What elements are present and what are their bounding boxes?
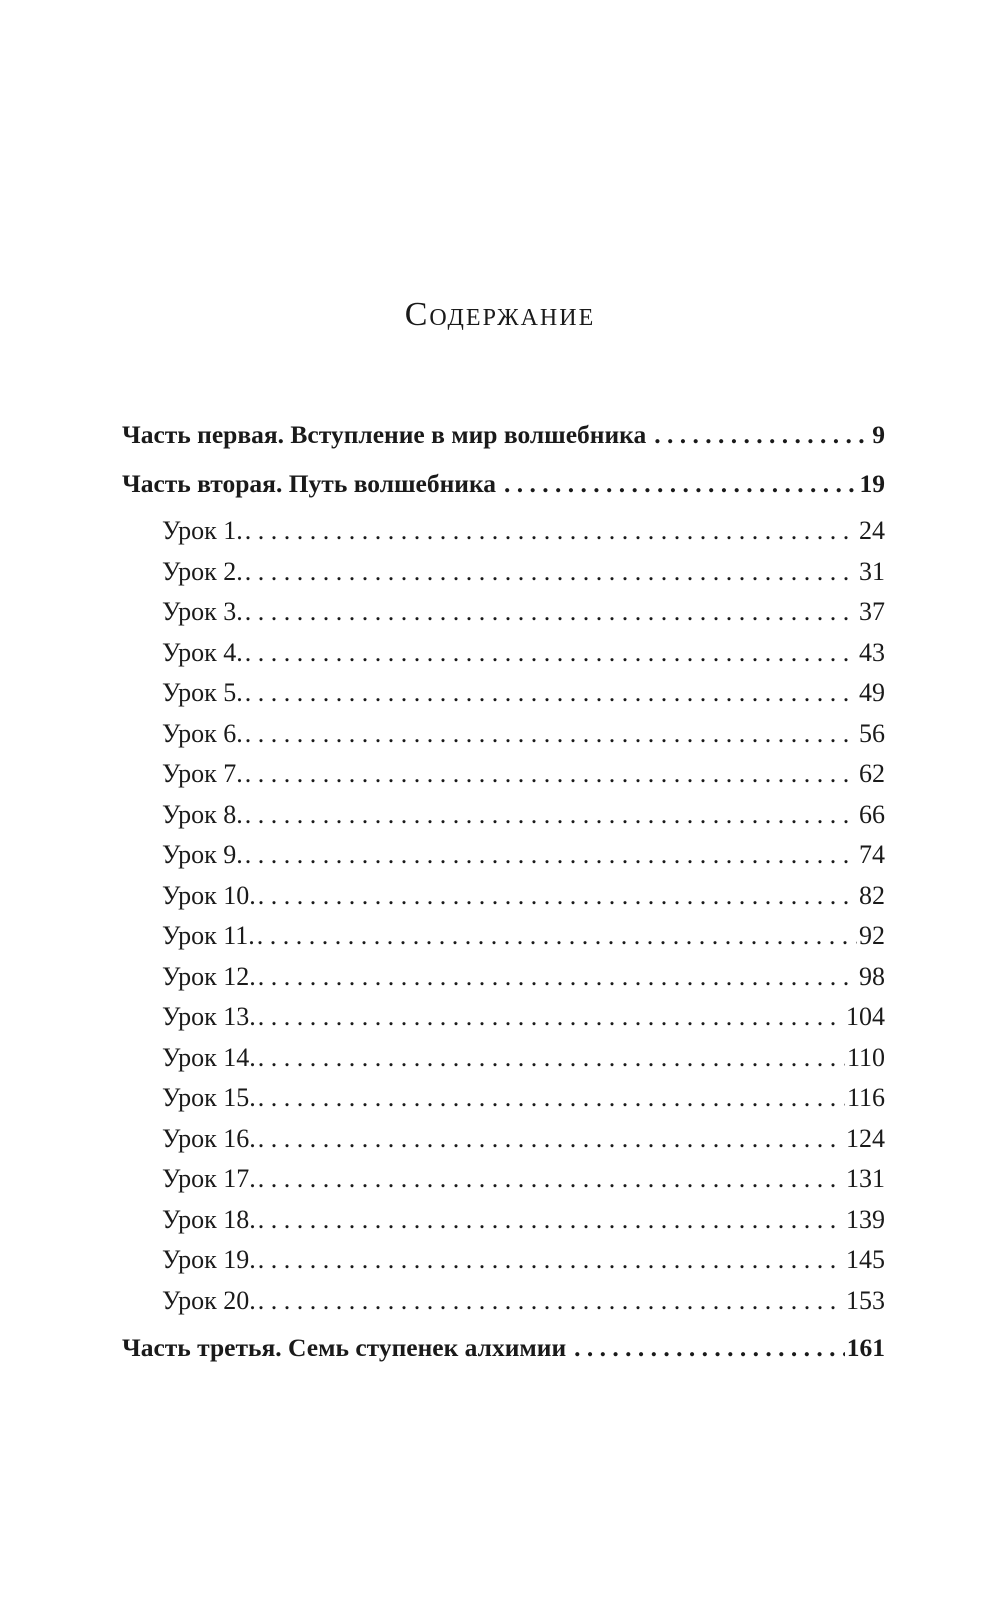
toc-entry-lesson-4[interactable] (162, 638, 885, 674)
toc-entry-page: 124 (846, 1124, 885, 1153)
toc-entry-lesson-3[interactable] (162, 597, 885, 633)
toc-entry-lesson-1[interactable] (162, 516, 885, 552)
toc-entry-label: Урок 17. (162, 1164, 256, 1193)
dot-leader (245, 840, 857, 870)
dot-leader (258, 1043, 845, 1073)
toc-entry-lesson-5[interactable] (162, 678, 885, 714)
toc-entry-label: Урок 4. (162, 638, 243, 667)
toc-entry-page: 145 (846, 1245, 885, 1274)
toc-entry-lesson-17[interactable] (162, 1164, 885, 1200)
toc-entry-page: 9 (872, 420, 885, 449)
toc-entry-lesson-2[interactable] (162, 557, 885, 593)
toc-entry-label: Урок 11. (162, 921, 255, 950)
toc-entry-page: 104 (846, 1002, 885, 1031)
dot-leader (258, 1124, 844, 1154)
toc-entry-lesson-20[interactable] (162, 1286, 885, 1322)
toc-entry-page: 131 (846, 1164, 885, 1193)
toc-entry-page: 116 (846, 1083, 885, 1112)
dot-leader (245, 557, 857, 587)
toc-entry-label: Урок 9. (162, 840, 243, 869)
toc-entry-label: Урок 10. (162, 881, 256, 910)
dot-leader (245, 678, 857, 708)
dot-leader (245, 516, 857, 546)
toc-entry-lesson-18[interactable] (162, 1205, 885, 1241)
toc-entry-lesson-15[interactable] (162, 1083, 885, 1119)
toc-entry-label: Урок 20. (162, 1286, 256, 1315)
toc-entry-lesson-16[interactable] (162, 1124, 885, 1160)
toc-entry-label: Урок 8. (162, 800, 243, 829)
toc-entry-part-1[interactable] (122, 420, 885, 456)
toc-entry-part-3[interactable] (122, 1333, 885, 1369)
toc-entry-page: 139 (846, 1205, 885, 1234)
dot-leader (258, 1002, 844, 1032)
toc-entry-label: Урок 14. (162, 1043, 256, 1072)
dot-leader (245, 638, 857, 668)
toc-entry-label: Часть первая. Вступление в мир волшебника (122, 420, 647, 449)
toc-entry-label: Урок 1. (162, 516, 243, 545)
toc-entry-lesson-10[interactable] (162, 881, 885, 917)
dot-leader (258, 1164, 844, 1194)
toc-entry-lesson-13[interactable] (162, 1002, 885, 1038)
toc-entry-page: 62 (859, 759, 885, 788)
dot-leader (574, 1333, 845, 1363)
dot-leader (245, 800, 857, 830)
toc-entry-page: 66 (859, 800, 885, 829)
toc-entry-label: Урок 7. (162, 759, 243, 788)
toc-entry-lesson-9[interactable] (162, 840, 885, 876)
dot-leader (504, 469, 857, 499)
toc-entry-label: Часть третья. Семь ступенек алхимии (122, 1333, 567, 1362)
toc-entry-label: Урок 5. (162, 678, 243, 707)
toc-entry-page: 92 (859, 921, 885, 950)
toc-entry-lesson-7[interactable] (162, 759, 885, 795)
toc-entry-label: Урок 18. (162, 1205, 256, 1234)
toc-entry-label: Урок 13. (162, 1002, 256, 1031)
toc-entry-page: 110 (846, 1043, 885, 1072)
toc-entry-label: Часть вторая. Путь волшебника (122, 469, 497, 498)
dot-leader (245, 719, 857, 749)
toc-entry-page: 161 (846, 1333, 885, 1362)
dot-leader (654, 420, 870, 450)
toc-entry-page: 31 (859, 557, 885, 586)
toc-entry-label: Урок 16. (162, 1124, 256, 1153)
page-title: Содержание (404, 296, 596, 333)
toc-entry-page: 24 (859, 516, 885, 545)
toc-entry-page: 43 (859, 638, 885, 667)
toc-entry-label: Урок 12. (162, 962, 256, 991)
toc-entry-label: Урок 19. (162, 1245, 256, 1274)
toc-entry-lesson-14[interactable] (162, 1043, 885, 1079)
dot-leader (258, 881, 857, 911)
dot-leader (245, 597, 857, 627)
toc-entry-label: Урок 15. (162, 1083, 256, 1112)
toc-entry-lesson-8[interactable] (162, 800, 885, 836)
toc-entry-page: 37 (859, 597, 885, 626)
dot-leader (258, 1205, 844, 1235)
toc-entry-part-2[interactable] (122, 469, 885, 505)
toc-entry-page: 82 (859, 881, 885, 910)
toc-entry-lesson-11[interactable] (162, 921, 885, 957)
dot-leader (258, 1245, 844, 1275)
toc-entry-page: 98 (859, 962, 885, 991)
toc-entry-label: Урок 6. (162, 719, 243, 748)
toc-entry-lesson-12[interactable] (162, 962, 885, 998)
toc-entry-page: 153 (846, 1286, 885, 1315)
toc-entry-page: 56 (859, 719, 885, 748)
toc-entry-lesson-19[interactable] (162, 1245, 885, 1281)
dot-leader (258, 962, 857, 992)
dot-leader (258, 1083, 845, 1113)
toc-entry-label: Урок 3. (162, 597, 243, 626)
toc-entry-page: 19 (859, 469, 885, 498)
dot-leader (258, 1286, 844, 1316)
toc-entry-lesson-6[interactable] (162, 719, 885, 755)
dot-leader (257, 921, 857, 951)
toc-entry-page: 49 (859, 678, 885, 707)
toc-entry-page: 74 (859, 840, 885, 869)
dot-leader (245, 759, 857, 789)
toc-entry-label: Урок 2. (162, 557, 243, 586)
